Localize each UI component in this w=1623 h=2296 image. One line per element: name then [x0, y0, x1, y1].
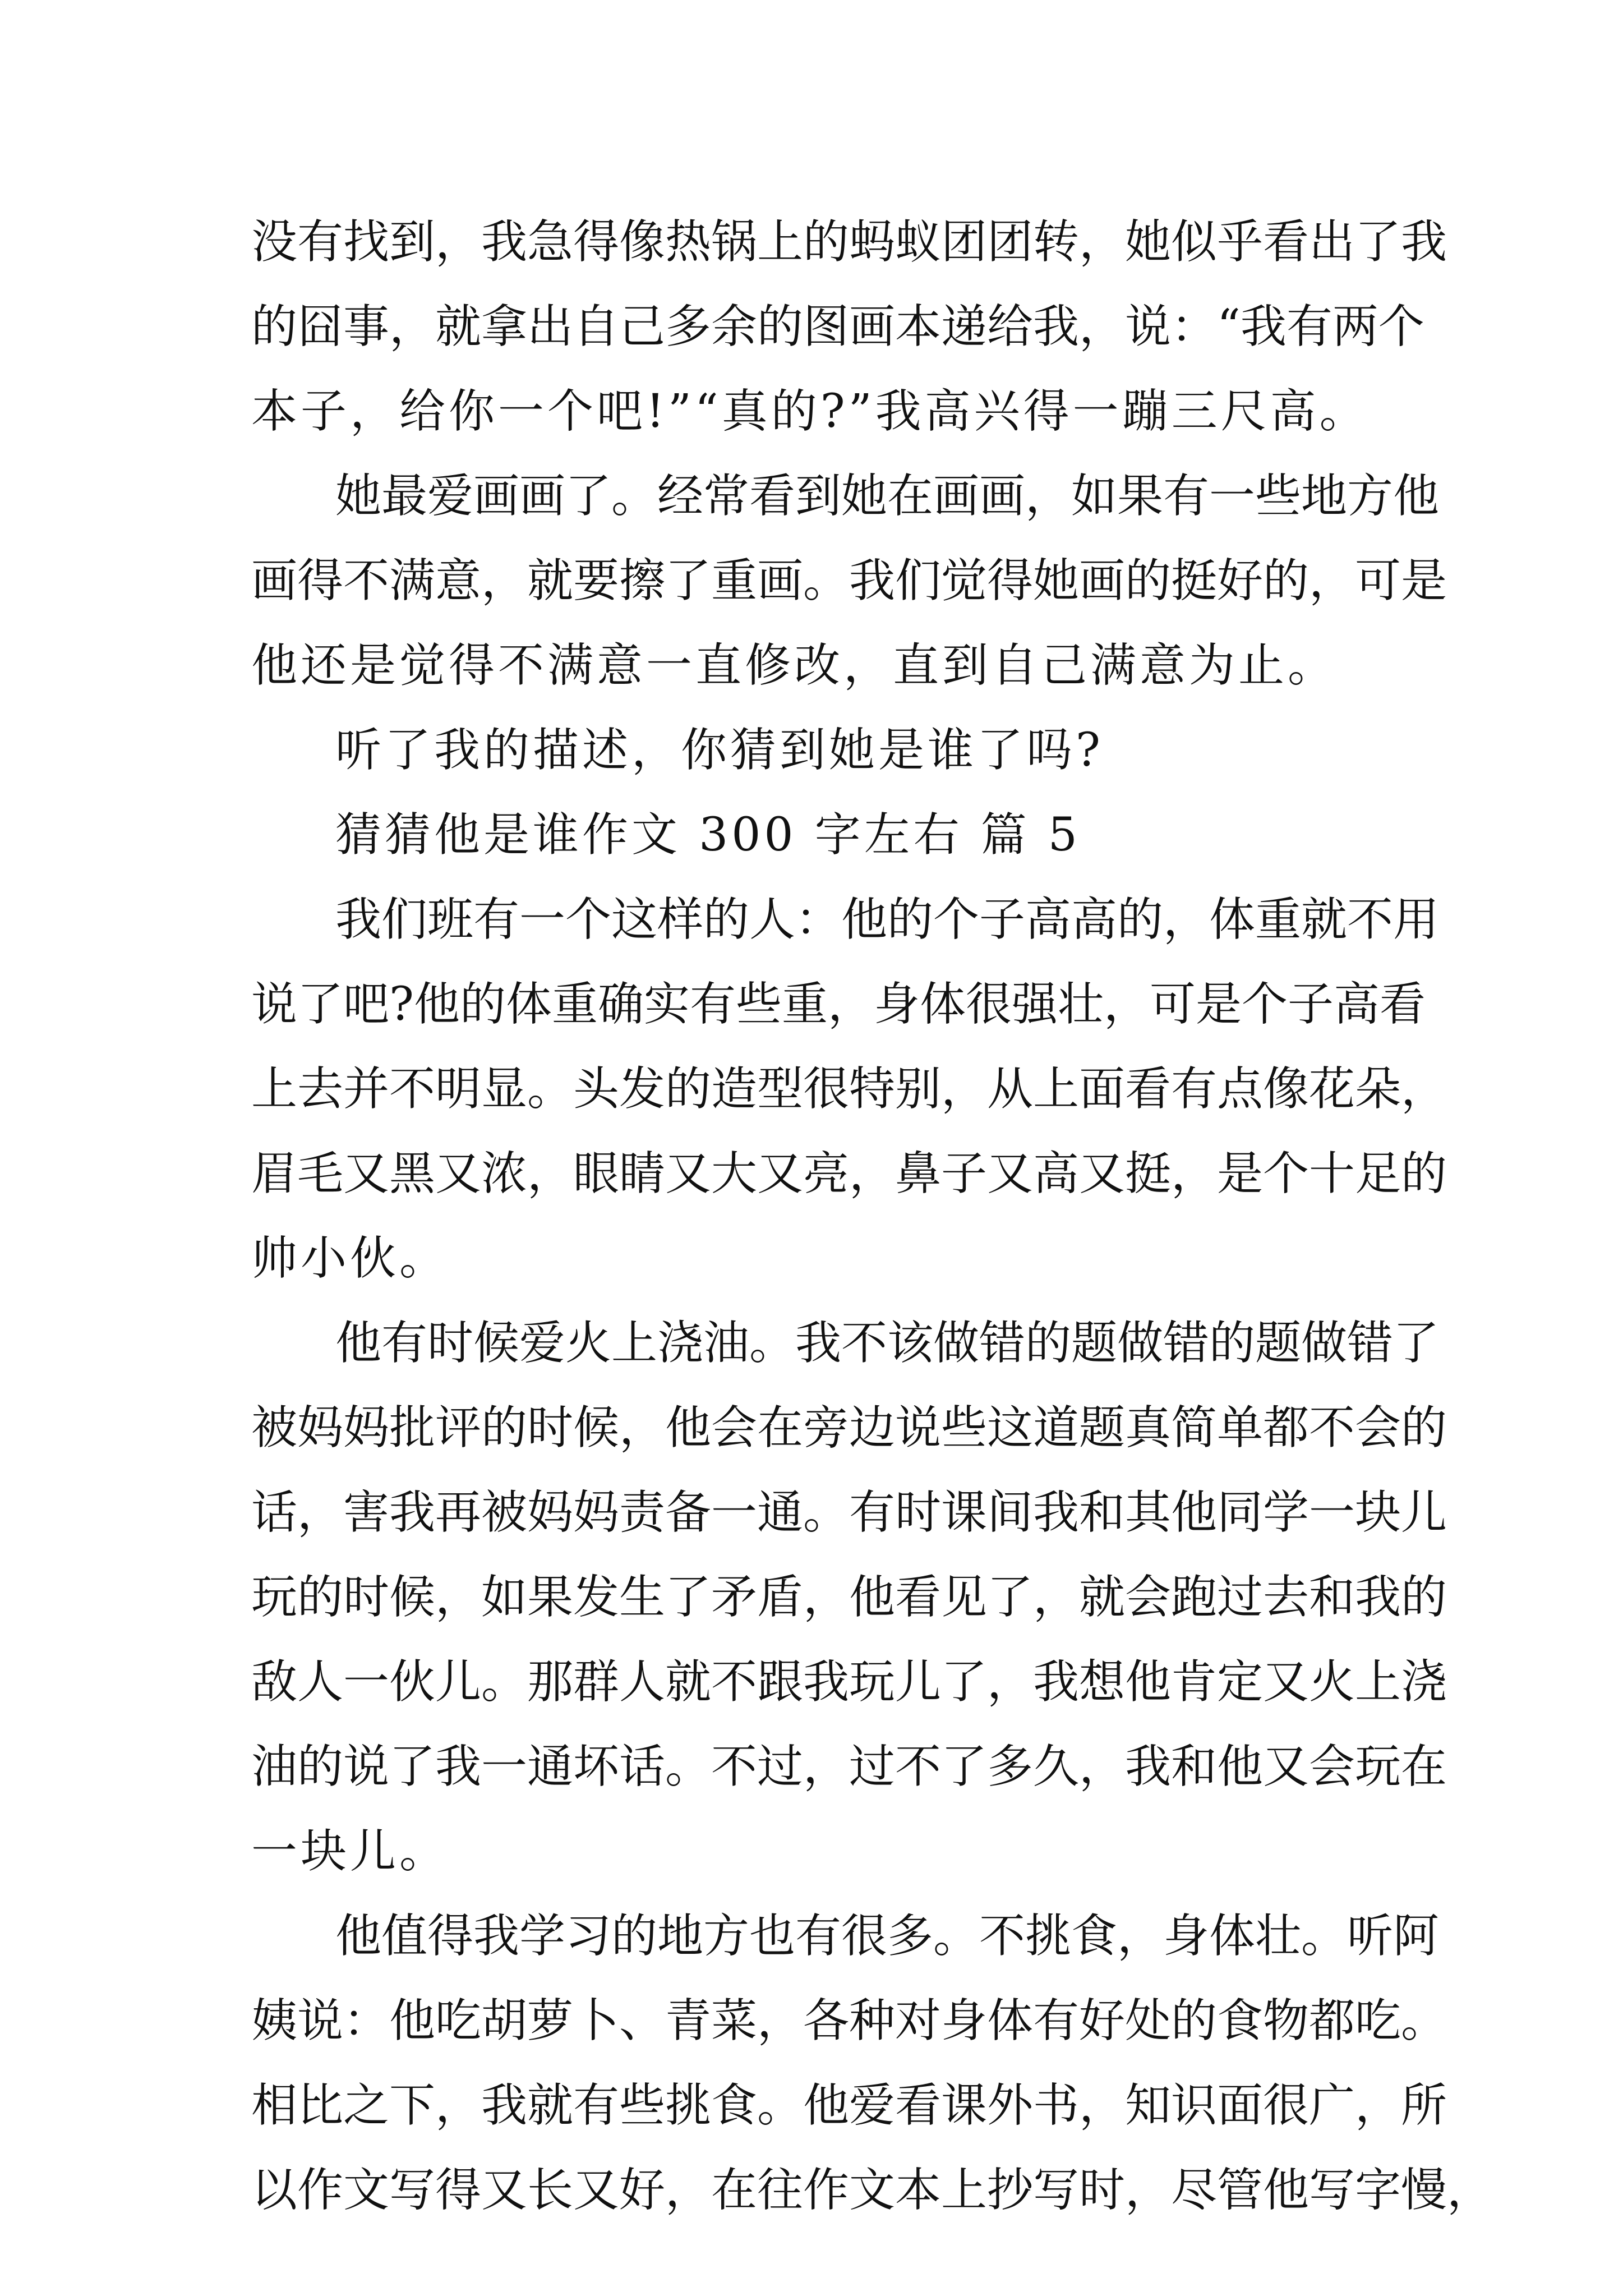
text-line: 玩的时候，如果发生了矛盾，他看见了，就会跑过去和我的 [251, 1571, 1447, 1624]
text-line: 相比之下，我就有些挑食。他爱看课外书，知识面很广，所 [251, 2079, 1447, 2132]
text-line: 话，害我再被妈妈责备一通。有时课间我和其他同学一块儿 [251, 1486, 1447, 1539]
text-line: 猜猜他是谁作文 300 字左右 篇 5 [335, 808, 1081, 862]
text-line: 他有时候爱火上浇油。我不该做错的题做错的题做错了 [335, 1317, 1440, 1370]
text-line: 上去并不明显。头发的造型很特别，从上面看有点像花朵， [251, 1062, 1447, 1116]
text-line: 说了吧?他的体重确实有些重，身体很强壮，可是个子高看 [251, 978, 1426, 1031]
text-line: 我们班有一个这样的人：他的个子高高的，体重就不用 [335, 893, 1440, 946]
text-line: 没有找到，我急得像热锅上的蚂蚁团团转，她似乎看出了我 [251, 215, 1447, 269]
text-line: 油的说了我一通坏话。不过，过不了多久，我和他又会玩在 [251, 1740, 1447, 1793]
text-line: 敌人一伙儿。那群人就不跟我玩儿了，我想他肯定又火上浇 [251, 1655, 1447, 1709]
text-line: 他值得我学习的地方也有很多。不挑食，身体壮。听阿 [335, 1910, 1440, 1963]
text-line: 以作文写得又长又好，在往作文本上抄写时，尽管他写字慢， [251, 2164, 1493, 2217]
text-line: 听了我的描述，你猜到她是谁了吗? [335, 724, 1104, 777]
text-line: 的囧事，就拿出自己多余的图画本递给我，说：“我有两个 [251, 300, 1424, 353]
text-line: 本子，给你一个吧!”“真的?”我高兴得一蹦三尺高。 [251, 385, 1369, 438]
text-line: 姨说：他吃胡萝卜、青菜，各种对身体有好处的食物都吃。 [251, 1994, 1447, 2047]
text-line: 她最爱画画了。经常看到她在画画，如果有一些地方他 [335, 470, 1440, 523]
text-line: 一块儿。 [251, 1825, 449, 1878]
text-line: 他还是觉得不满意一直修改，直到自己满意为止。 [251, 639, 1338, 692]
text-line: 眉毛又黑又浓，眼睛又大又亮，鼻子又高又挺，是个十足的 [251, 1147, 1447, 1200]
text-line: 帅小伙。 [251, 1232, 449, 1285]
text-line: 画得不满意，就要擦了重画。我们觉得她画的挺好的，可是 [251, 554, 1447, 608]
text-line: 被妈妈批评的时候，他会在旁边说些这道题真简单都不会的 [251, 1401, 1447, 1455]
document-body [251, 200, 1493, 2233]
